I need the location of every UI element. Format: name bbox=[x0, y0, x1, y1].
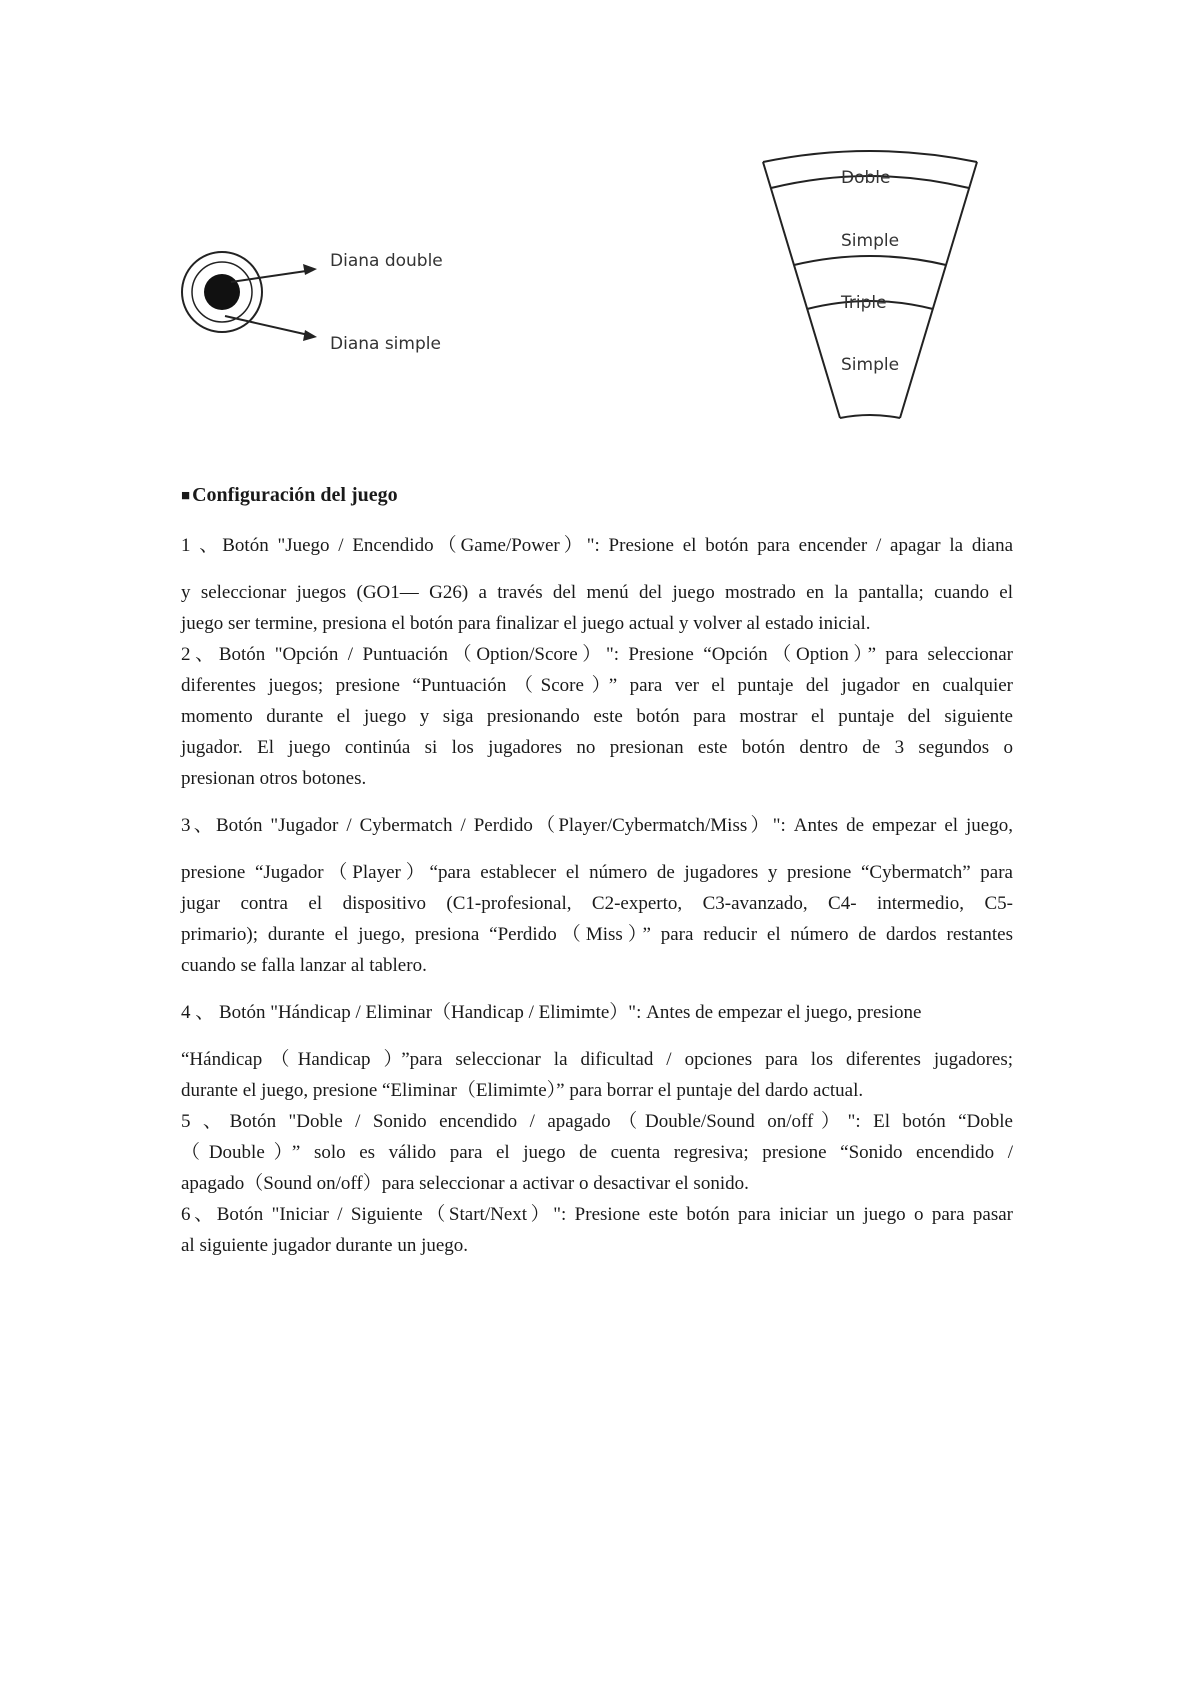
arrow-simple-line bbox=[225, 316, 313, 336]
bullseye-diagram bbox=[175, 240, 475, 370]
paragraph-line: 3、Botón "Jugador / Cybermatch / Perdido（Player/Cybermatch/Miss）": Antes de empezar el juego, bbox=[181, 815, 1013, 836]
paragraph-line: 1 、Botón "Juego / Encendido（Game/Power）": Presione el botón para encender / apagar la diana bbox=[181, 535, 1013, 556]
paragraph-line: 6、Botón "Iniciar / Siguiente（Start/Next）": Presione este botón para iniciar un juego o para pasar bbox=[181, 1204, 1013, 1225]
paragraph-line: jugador. El juego continúa si los jugadores no presionan este botón dentro de 3 segundos o bbox=[181, 737, 1013, 758]
section-title: Configuración del juego bbox=[192, 484, 398, 506]
paragraph-line: presione “Jugador（Player）“para establecer el número de jugadores y presione “Cybermatch” para bbox=[181, 862, 1013, 883]
paragraph-line: diferentes juegos; presione “Puntuación（Score）” para ver el puntaje del jugador en cualquier bbox=[181, 675, 1013, 696]
label-triple: Triple bbox=[841, 293, 887, 313]
paragraph-line: jugar contra el dispositivo (C1-profesional, C2-experto, C3-avanzado, C4- intermedio, C5- bbox=[181, 893, 1013, 914]
label-diana-simple: Diana simple bbox=[330, 334, 441, 354]
paragraph-line: durante el juego, presione “Eliminar（Elimimte）” para borrar el puntaje del dardo actual. bbox=[181, 1080, 864, 1101]
segment-right-edge bbox=[900, 162, 977, 418]
section-heading bbox=[181, 480, 1013, 512]
paragraph-line: cuando se falla lanzar al tablero. bbox=[181, 955, 427, 976]
paragraph-line: momento durante el juego y siga presionando este botón para mostrar el puntaje del siguiente bbox=[181, 706, 1013, 727]
paragraph-line: primario); durante el juego, presiona “Perdido（Miss）” para reducir el número de dardos restantes bbox=[181, 924, 1013, 945]
paragraph-line: 2、Botón "Opción / Puntuación（Option/Score）": Presione “Opción（Option）” para seleccionar bbox=[181, 644, 1013, 665]
label-doble: Doble bbox=[841, 168, 891, 188]
bullseye-center bbox=[204, 274, 240, 310]
paragraph-line: apagado（Sound on/off）para seleccionar a activar o desactivar el sonido. bbox=[181, 1173, 749, 1194]
segment-bottom-arc bbox=[840, 415, 900, 418]
segment-left-edge bbox=[763, 162, 840, 418]
paragraph-line: 5 、Botón "Doble / Sonido encendido / apagado（Double/Sound on/off）": El botón “Doble bbox=[181, 1111, 1013, 1132]
paragraph-line: y seleccionar juegos (GO1— G26) a través del menú del juego mostrado en la pantalla; cuando el bbox=[181, 582, 1013, 603]
segment-top-arc bbox=[763, 151, 977, 162]
label-simple-inner: Simple bbox=[841, 355, 900, 375]
label-diana-double: Diana double bbox=[330, 251, 443, 271]
square-bullet-icon: ■ bbox=[181, 488, 191, 504]
paragraph-line: 4 、 Botón "Hándicap / Eliminar（Handicap / Elimimte）": Antes de empezar el juego, presione bbox=[181, 1002, 922, 1023]
paragraph-line: presionan otros botones. bbox=[181, 768, 367, 789]
segment-triple-top-arc bbox=[794, 256, 946, 265]
paragraph-line: juego ser termine, presiona el botón para finalizar el juego actual y volver al estado inicial. bbox=[181, 613, 871, 634]
paragraph-line: al siguiente jugador durante un juego. bbox=[181, 1235, 469, 1256]
label-simple-outer: Simple bbox=[841, 231, 900, 251]
game-config-section bbox=[181, 480, 1013, 1261]
arrow-simple-head bbox=[303, 330, 317, 341]
paragraph-line: “Hándicap（Handicap ）”para seleccionar la dificultad / opciones para los diferentes jugadores; bbox=[181, 1049, 1013, 1070]
paragraph-line: （Double）” solo es válido para el juego de cuenta regresiva; presione “Sonido encendido / bbox=[181, 1142, 1013, 1163]
segment-diagram bbox=[755, 150, 985, 425]
arrow-double-head bbox=[303, 264, 317, 275]
